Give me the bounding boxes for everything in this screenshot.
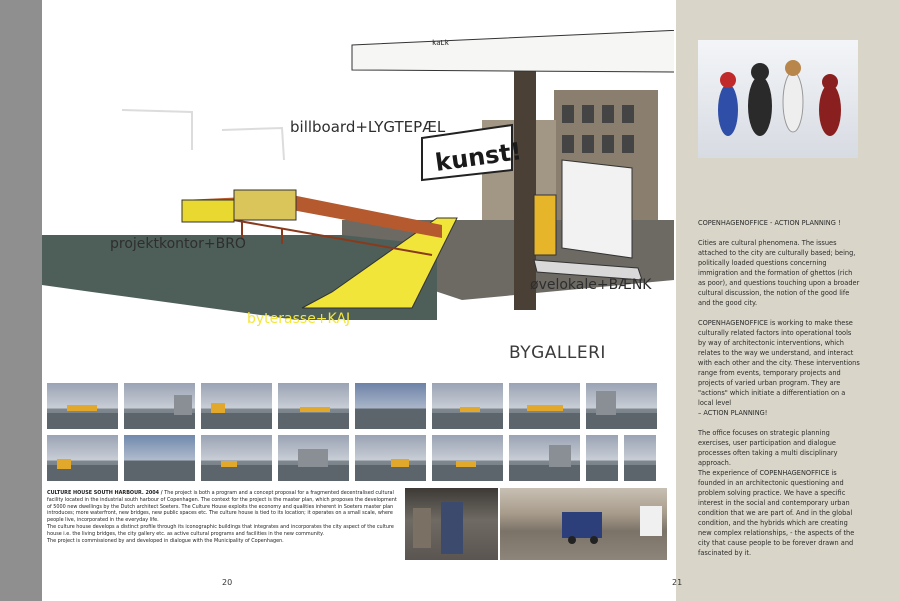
thumbnail — [124, 435, 195, 481]
kiosk-photo — [405, 488, 498, 560]
practice-kiosk — [562, 160, 632, 258]
page-number-left: 20 — [222, 578, 233, 587]
thumbnail — [201, 435, 272, 481]
thumbnail — [355, 383, 426, 429]
thumbnail — [355, 435, 426, 481]
collage-illustration — [42, 30, 674, 380]
thumbnail — [586, 383, 657, 429]
body-paragraph-1: Cities are cultural phenomena. The issues attached to the city are culturally based; being, politically loaded questions concerning immigration and the formation of ghettos (rich as poor), and questions touching upon a broader cultural discussion, the notion of the good life and the good city. — [698, 239, 860, 307]
thumbnail — [509, 383, 580, 429]
thumbnail — [278, 435, 349, 481]
caption-paragraph-3: The project is commissioned by and developed in dialogue with the Municipality of Copenhagen. — [47, 537, 284, 544]
caption-paragraph-1: The project is both a program and a concept proposal for a fragmented decentralised cultural facility located in the industrial south harbour of Copenhagen. The context for the project is the master plan, which proposes the development of 5000 new dwellings by the Dutch architect Soeters. The Culture House exploits the economy and qualities inherent in Soeters master plan introduces; more waterfront, new bridges, new public spaces etc. The culture house is tied to its location; it operates on a small scale, where people live, incorporated in the everyday life. — [47, 490, 397, 524]
label-city-gallery: BYGALLERI — [509, 343, 606, 363]
kunst-sign-text: kunst! — [433, 137, 524, 177]
thumbnail — [509, 435, 580, 481]
label-practice-room: øvelokale+BÆNK — [530, 277, 652, 293]
thumbnail-row — [47, 435, 667, 481]
action-figures-illustration — [698, 40, 858, 158]
label-city-terrace: byterasse+KAJ — [247, 311, 351, 327]
thumbnail — [278, 383, 349, 429]
label-billboard: billboard+LYGTEPÆL — [290, 118, 446, 136]
thumbnail — [432, 435, 503, 481]
thumbnail — [47, 435, 118, 481]
body-paragraph-4: The experience of COPENHAGENOFFICE is founded in an architectonic questioning and problem solving practice. We have a specific interest in the social and contemporary urban condition that we are part of. And in the global condition, and the hybrids which are creating new complex relationships, - the aspects of the city that cause people to be forever drawn and fascinated by it. — [698, 469, 855, 557]
thumbnail — [624, 435, 656, 481]
body-paragraph-3: The office focuses on strategic planning exercises, user participation and dialogue processes often taking a multi disciplinary approach. — [698, 429, 838, 467]
caption-lead: CULTURE HOUSE SOUTH HARBOUR. 2004 / — [47, 490, 165, 496]
body-paragraph-2: COPENHAGENOFFICE is working to make these culturally related factors into operational tools by way of architectonic interventions, which relates to the way we understand, and interact with each other and the city. These interventions range from events, temporary projects and projects of varied urban program. They are "actions" which initiate a differentiation on a local level — [698, 319, 860, 407]
thumbnail — [201, 383, 272, 429]
thumbnail — [47, 383, 118, 429]
thumbnail — [586, 435, 618, 481]
billboard-top — [352, 30, 674, 72]
thumbnail — [124, 383, 195, 429]
project-caption — [47, 490, 401, 544]
lamp-post-pillar — [514, 70, 536, 310]
thumbnail-row — [47, 383, 667, 429]
street-photos — [405, 488, 667, 560]
caption-paragraph-2: The culture house develops a distinct profile through its iconographic buildings that integrates and incorporates the city aspect of the culture house i.e. the living bridges, the city gallery etc. as active cultural programs and facilities in the new community. — [47, 523, 394, 537]
action-figures-photo — [698, 40, 858, 158]
page-number-right: 21 — [672, 578, 683, 587]
thumbnail — [432, 383, 503, 429]
label-project-office: projektkontor+BRO — [110, 236, 246, 252]
body-paragraph-2-end: – ACTION PLANNING! — [698, 409, 768, 417]
section-heading: COPENHAGENOFFICE - ACTION PLANNING ! — [698, 219, 841, 227]
hero-collage — [42, 30, 674, 380]
billboard-sign-text: kaLk — [432, 39, 449, 47]
project-office — [182, 200, 234, 222]
thumbnail-strip — [47, 383, 667, 487]
right-body-text — [698, 218, 860, 568]
street-trailer-photo — [500, 488, 667, 560]
